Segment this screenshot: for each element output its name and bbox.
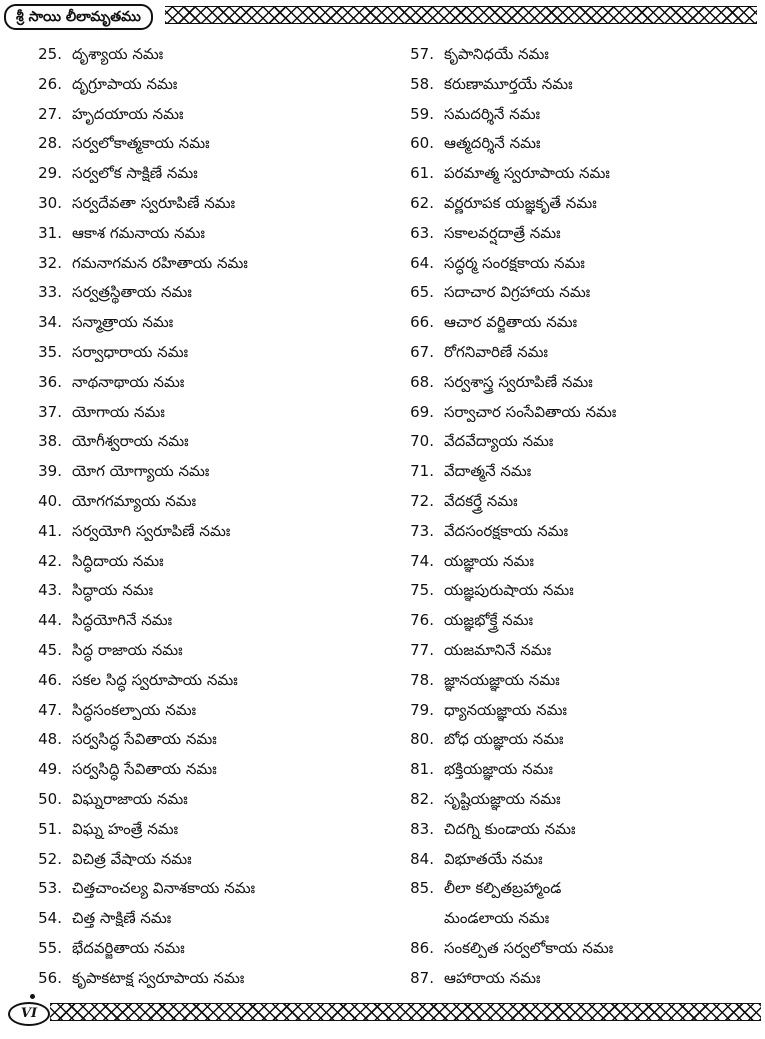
list-item (18, 308, 378, 338)
item-number: 64. (410, 253, 434, 272)
item-number: 38. (38, 432, 62, 451)
item-number: 29. (38, 164, 62, 183)
item-name: యోగ యోగ్యాయ నమః (72, 462, 210, 481)
list-item (18, 576, 378, 606)
list-item (390, 308, 760, 338)
item-name: సన్మాత్రాయ నమః (72, 313, 174, 332)
item-number: 25. (38, 45, 62, 63)
list-item (390, 278, 760, 308)
item-name: విఘ్నరాజాయ నమః (72, 789, 188, 808)
item-number: 63. (410, 223, 434, 242)
list-item (390, 40, 760, 70)
list-item (390, 398, 760, 428)
item-name: బోధ యజ్ఞాయ నమః (444, 730, 564, 749)
item-name: సర్వసిద్ధ సేవితాయ నమః (72, 730, 217, 749)
item-name: సర్వలోకాత్మకాయ నమః (72, 134, 210, 153)
list-item (18, 606, 378, 636)
item-number: 65. (410, 283, 434, 302)
list-item (390, 547, 760, 577)
item-number: 36. (38, 372, 62, 391)
list-item (18, 755, 378, 785)
list-item (390, 904, 760, 934)
item-number: 51. (38, 819, 62, 838)
item-number: 44. (38, 611, 62, 630)
list-item (18, 934, 378, 964)
item-number: 66. (410, 313, 434, 332)
item-name: సదాచార విగ్రహాయ నమః (444, 283, 591, 302)
item-number: 34. (38, 313, 62, 332)
item-number: 68. (410, 372, 434, 391)
item-number: 87. (410, 968, 434, 987)
list-item (18, 159, 378, 189)
item-number: 76. (410, 611, 434, 630)
list-item (18, 457, 378, 487)
list-item (18, 666, 378, 696)
list-item (390, 934, 760, 964)
item-name: యజమానినే నమః (444, 640, 552, 659)
item-number: 75. (410, 581, 434, 600)
item-name: సర్వలోక సాక్షిణే నమః (72, 164, 198, 183)
list-item (390, 219, 760, 249)
item-name: సర్వాచార సంసేవితాయ నమః (444, 402, 617, 421)
item-name: సిద్ధ రాజాయ నమః (72, 640, 183, 659)
list-item (18, 189, 378, 219)
item-name: సర్వత్రస్థితాయ నమః (72, 283, 192, 302)
item-number: 72. (410, 491, 434, 510)
item-name: యజ్ఞపురుషాయ నమః (444, 581, 574, 600)
item-name: నాథనాథాయ నమః (72, 372, 185, 391)
item-name: సర్వశాస్త్ర స్వరూపిణే నమః (444, 372, 593, 391)
list-item (390, 845, 760, 875)
item-number: 47. (38, 700, 62, 719)
item-name: యజ్ఞాయ నమః (444, 551, 534, 570)
list-item (390, 666, 760, 696)
item-name: విచిత్ర వేషాయ నమః (72, 849, 192, 868)
list-item (390, 636, 760, 666)
item-number: 69. (410, 402, 434, 421)
list-item (390, 696, 760, 726)
item-name: కృపానిధయే నమః (444, 45, 549, 63)
list-item (390, 517, 760, 547)
item-number: 62. (410, 193, 434, 212)
item-name: సిద్ధిదాయ నమః (72, 551, 164, 570)
book-title: శ్రీ సాయి లీలామృతము (4, 4, 153, 30)
list-item (390, 487, 760, 517)
item-number: 82. (410, 789, 434, 808)
item-number: 28. (38, 134, 62, 153)
item-name: సిద్ధసంకల్పాయ నమః (72, 700, 197, 719)
list-item (390, 70, 760, 100)
list-item (18, 129, 378, 159)
item-number: 35. (38, 342, 62, 361)
list-item (390, 815, 760, 845)
item-number: 86. (410, 938, 434, 957)
item-number: 41. (38, 521, 62, 540)
item-number (390, 904, 434, 934)
item-number: 37. (38, 402, 62, 421)
list-item (18, 338, 378, 368)
item-number: 27. (38, 104, 62, 123)
item-name: కరుణామూర్తయే నమః (444, 74, 573, 93)
item-name: సిద్ధాయ నమః (72, 581, 154, 600)
item-number: 33. (38, 283, 62, 302)
item-number: 52. (38, 849, 62, 868)
list-item (390, 368, 760, 398)
list-item (18, 696, 378, 726)
list-item (390, 338, 760, 368)
item-number: 53. (38, 879, 62, 898)
list-item (390, 159, 760, 189)
item-name: ఆకాశ గమనాయ నమః (72, 223, 205, 242)
item-number: 39. (38, 462, 62, 481)
list-item (390, 606, 760, 636)
item-name: చిదగ్ని కుండాయ నమః (444, 819, 576, 838)
item-number: 30. (38, 193, 62, 212)
item-number: 45. (38, 640, 62, 659)
item-name: లీలా కల్పితబ్రహ్మాండ (444, 879, 562, 898)
list-item (18, 70, 378, 100)
item-number: 73. (410, 521, 434, 540)
item-name: సిద్ధయోగినే నమః (72, 611, 173, 630)
list-item (18, 278, 378, 308)
item-number: 81. (410, 760, 434, 779)
item-name: పరమాత్మ స్వరూపాయ నమః (444, 164, 610, 183)
item-name: వేదకర్త్రే నమః (444, 491, 518, 510)
item-name: భేదవర్జితాయ నమః (72, 938, 185, 957)
item-number: 50. (38, 789, 62, 808)
item-number: 84. (410, 849, 434, 868)
top-decorative-border (165, 6, 757, 24)
list-item (18, 40, 378, 70)
item-name: ఆహారాయ నమః (444, 968, 541, 987)
item-name: యోగాయ నమః (72, 402, 165, 421)
item-number: 59. (410, 104, 434, 123)
item-name: సర్వాధారాయ నమః (72, 342, 189, 361)
item-name: భక్తియజ్ఞాయ నమః (444, 760, 553, 779)
item-name: యజ్ఞభోక్త్రే నమః (444, 611, 534, 630)
item-number: 40. (38, 491, 62, 510)
list-item (18, 845, 378, 875)
item-name: ఆచార వర్జితాయ నమః (444, 313, 578, 332)
item-number: 80. (410, 730, 434, 749)
list-item (390, 129, 760, 159)
list-item (390, 874, 760, 904)
item-name: వేదాత్మనే నమః (444, 462, 532, 481)
list-item (18, 100, 378, 130)
item-name: విఘ్న హంత్రే నమః (72, 819, 179, 838)
ornament-dot (30, 994, 35, 999)
item-name: సకల సిద్ధ స్వరూపాయ నమః (72, 670, 238, 689)
item-name: సృష్టియజ్ఞాయ నమః (444, 789, 561, 808)
item-number: 83. (410, 819, 434, 838)
list-item (390, 964, 760, 994)
item-number: 46. (38, 670, 62, 689)
item-name: సకాలవర్షదాత్రే నమః (444, 223, 561, 242)
list-item (18, 517, 378, 547)
list-item (390, 576, 760, 606)
item-number: 61. (410, 164, 434, 183)
list-item (18, 785, 378, 815)
item-name: విభూతయే నమః (444, 849, 543, 868)
item-number: 77. (410, 640, 434, 659)
list-item (18, 219, 378, 249)
item-name: సద్ధర్మ సంరక్షకాయ నమః (444, 253, 585, 272)
item-number: 26. (38, 74, 62, 93)
list-item (390, 249, 760, 279)
item-number: 57. (410, 45, 434, 63)
bottom-decorative-border (50, 1003, 761, 1021)
item-number: 71. (410, 462, 434, 481)
item-name: యోగగమ్యాయ నమః (72, 491, 197, 510)
item-name: సర్వయోగి స్వరూపిణే నమః (72, 521, 231, 540)
list-item (390, 457, 760, 487)
item-name: సర్వసిద్ధి సేవితాయ నమః (72, 760, 217, 779)
item-name: సమదర్శినే నమః (444, 104, 541, 123)
list-item (18, 815, 378, 845)
list-item (18, 427, 378, 457)
list-item (390, 427, 760, 457)
item-number: 67. (410, 342, 434, 361)
item-number: 58. (410, 74, 434, 93)
item-name: చిత్త సాక్షిణే నమః (72, 909, 172, 928)
item-name: ఆత్మదర్శినే నమః (444, 134, 541, 153)
item-name: కృపాకటాక్ష స్వరూపాయ నమః (72, 968, 245, 987)
item-name: జ్ఞానయజ్ఞాయ నమః (444, 670, 560, 689)
list-item (18, 249, 378, 279)
list-item (18, 904, 378, 934)
item-name: గమనాగమన రహితాయ నమః (72, 253, 248, 272)
list-item (18, 725, 378, 755)
list-item (390, 755, 760, 785)
item-name: వేదవేద్యాయ నమః (444, 432, 554, 451)
item-name: సర్వదేవతా స్వరూపిణే నమః (72, 193, 236, 212)
item-number: 32. (38, 253, 62, 272)
item-number: 49. (38, 760, 62, 779)
list-item (18, 487, 378, 517)
item-name: దృశ్యాయ నమః (72, 45, 164, 63)
item-name: చిత్తచాంచల్య వినాశకాయ నమః (72, 879, 256, 898)
right-name-list (390, 40, 760, 994)
item-number: 42. (38, 551, 62, 570)
left-name-list (18, 40, 378, 994)
item-number: 78. (410, 670, 434, 689)
list-item (390, 725, 760, 755)
item-number: 48. (38, 730, 62, 749)
item-number: 43. (38, 581, 62, 600)
item-name: వేదసంరక్షకాయ నమః (444, 521, 569, 540)
item-name: హృదయాయ నమః (72, 104, 184, 123)
item-number: 31. (38, 223, 62, 242)
item-name: యోగీశ్వరాయ నమః (72, 432, 189, 451)
list-item (390, 189, 760, 219)
item-number: 74. (410, 551, 434, 570)
item-number: 85. (410, 879, 434, 898)
item-number: 56. (38, 968, 62, 987)
item-name: సంకల్పిత సర్వలోకాయ నమః (444, 938, 614, 957)
item-number: 55. (38, 938, 62, 957)
list-item (18, 874, 378, 904)
list-item (18, 636, 378, 666)
list-item (390, 100, 760, 130)
item-number: 60. (410, 134, 434, 153)
list-item (18, 547, 378, 577)
item-number: 54. (38, 909, 62, 928)
item-name: మండలాయ నమః (444, 909, 550, 928)
list-item (18, 398, 378, 428)
list-item (18, 964, 378, 994)
list-item (18, 368, 378, 398)
item-number: 70. (410, 432, 434, 451)
item-name: ధ్యానయజ్ఞాయ నమః (444, 700, 567, 719)
item-number: 79. (410, 700, 434, 719)
list-item (390, 785, 760, 815)
item-name: దృగ్రూపాయ నమః (72, 74, 178, 93)
item-name: రోగనివారిణే నమః (444, 342, 548, 361)
page-number: VI (8, 1002, 50, 1026)
item-name: వర్ణరూపక యజ్ఞకృతే నమః (444, 193, 597, 212)
